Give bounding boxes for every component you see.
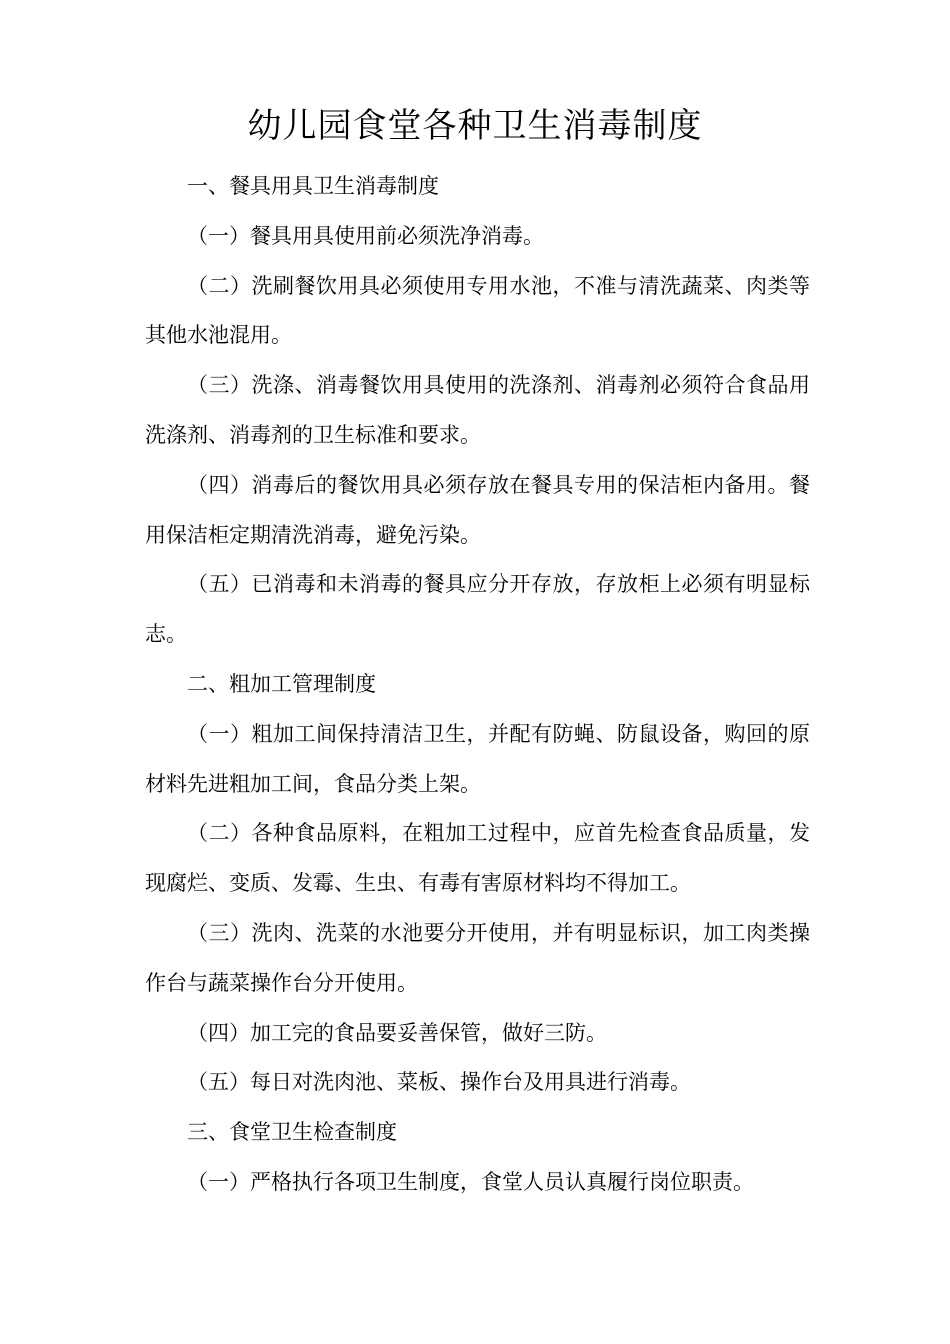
paragraph: （三）洗肉、洗菜的水池要分开使用，并有明显标识，加工肉类操作台与蔬菜操作台分开使用。 [145,920,810,995]
paragraph: （五）每日对洗肉池、菜板、操作台及用具进行消毒。 [187,1070,691,1095]
paragraph: （一）严格执行各项卫生制度，食堂人员认真履行岗位职责。 [187,1169,754,1194]
document-body [145,162,810,1208]
paragraph: （二）洗刷餐饮用具必须使用专用水池，不准与清洗蔬菜、肉类等其他水池混用。 [145,273,810,348]
paragraph: （四）加工完的食品要妥善保管，做好三防。 [187,1020,607,1045]
section-heading: 一、餐具用具卫生消毒制度 [187,174,439,198]
document-title: 幼儿园食堂各种卫生消毒制度 [247,106,703,146]
section-heading: 二、粗加工管理制度 [187,671,376,696]
paragraph: （五）已消毒和未消毒的餐具应分开存放，存放柜上必须有明显标志。 [145,572,810,647]
section-heading: 三、食堂卫生检查制度 [187,1120,397,1145]
paragraph: （三）洗涤、消毒餐饮用具使用的洗涤剂、消毒剂必须符合食品用洗涤剂、消毒剂的卫生标准和要求。 [145,373,810,447]
paragraph: （四）消毒后的餐饮用具必须存放在餐具专用的保洁柜内备用。餐用保洁柜定期清洗消毒，避免污染。 [145,472,810,547]
paragraph: （一）餐具用具使用前必须洗净消毒。 [187,223,544,248]
paragraph: （二）各种食品原料，在粗加工过程中，应首先检查食品质量，发现腐烂、变质、发霉、生虫、有毒有害原材料均不得加工。 [145,821,810,896]
paragraph: （一）粗加工间保持清洁卫生，并配有防蝇、防鼠设备，购回的原材料先进粗加工间，食品分类上架。 [145,721,810,796]
